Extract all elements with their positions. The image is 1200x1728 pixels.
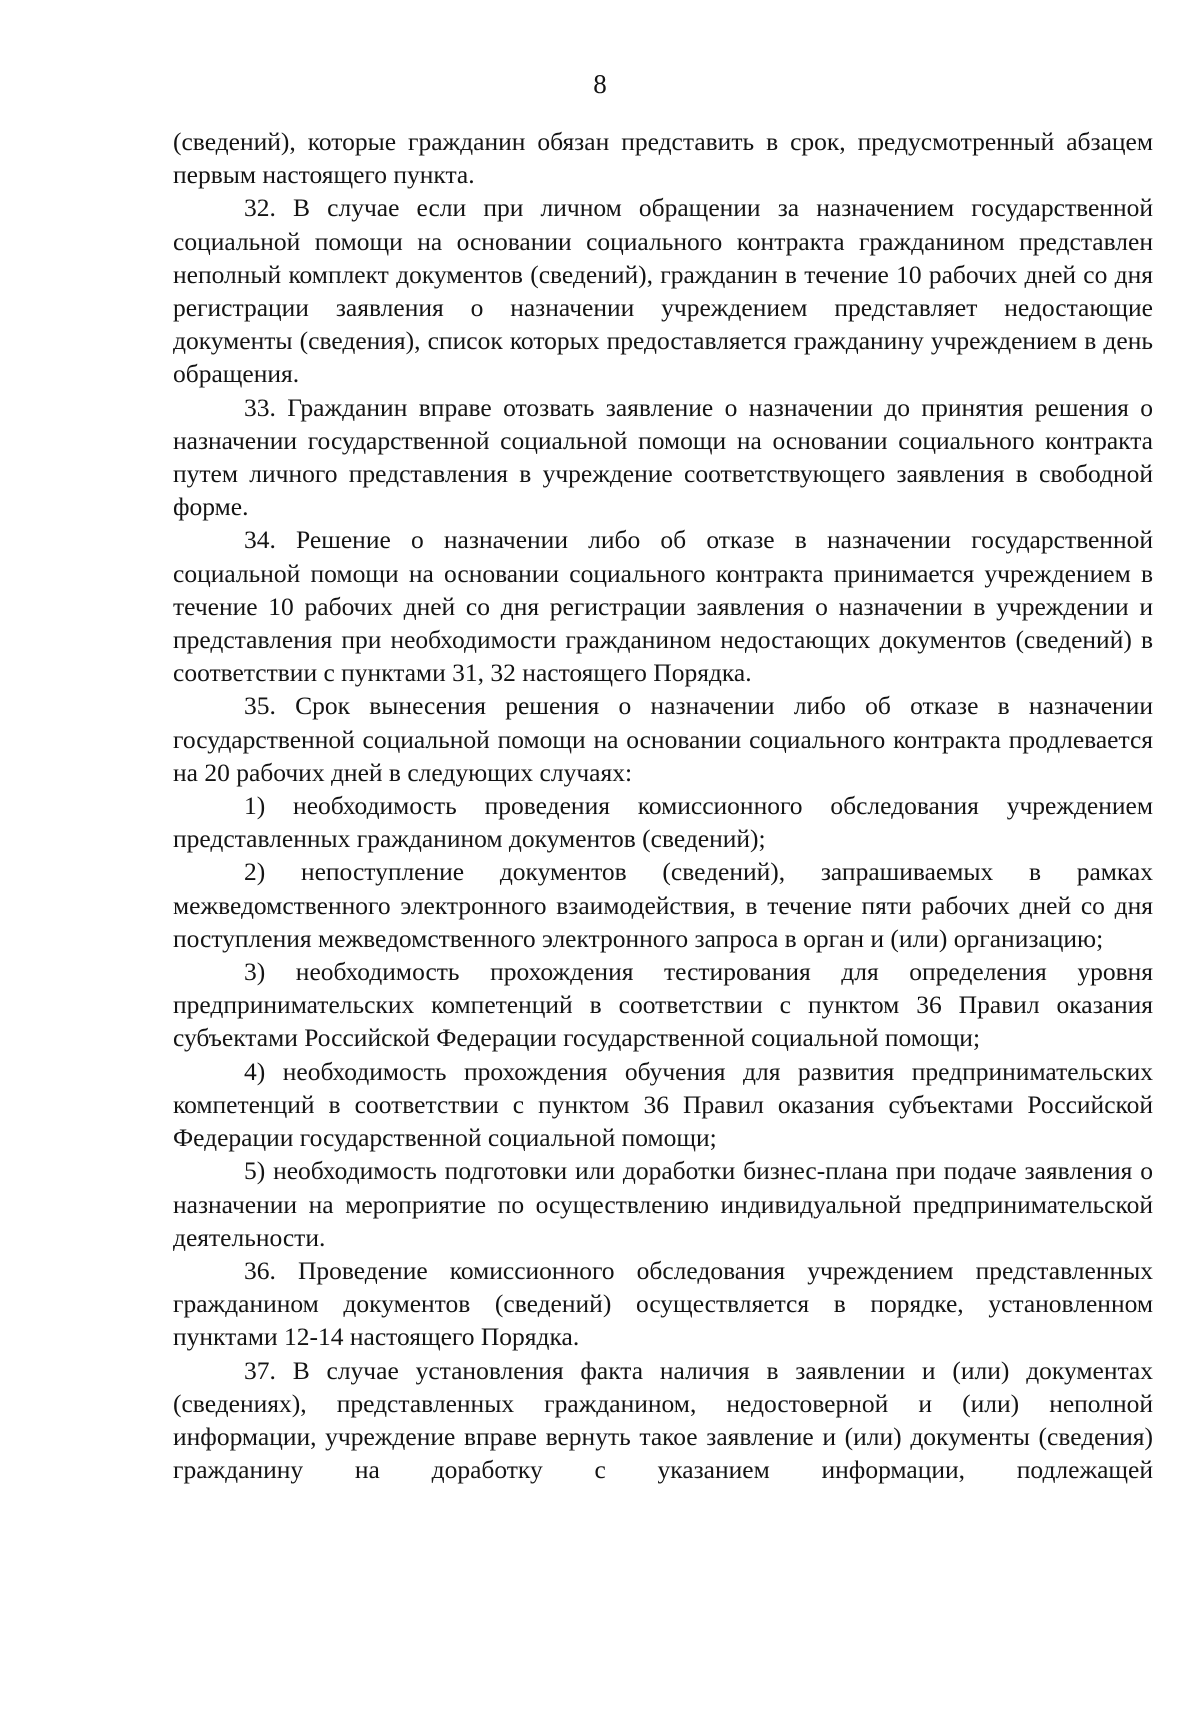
list-item-35-2: 2) непоступление документов (сведений), запрашиваемых в рамках межведомственного электронного взаимодействия, в течение пяти рабочих дней со дня поступления межведомственного электронного запроса в орган и (или) организацию;: [173, 857, 1153, 953]
document-body: [173, 125, 1153, 1486]
list-item-35-1: 1) необходимость проведения комиссионного обследования учреждением представленных гражданином документов (сведений);: [173, 791, 1153, 854]
paragraph-item-33: 33. Гражданин вправе отозвать заявление о назначении до принятия решения о назначении государственной социальной помощи на основании социального контракта путем личного представления в учреждение соответствующего заявления в свободной форме.: [173, 392, 1153, 522]
paragraph-continuation: (сведений), которые гражданин обязан представить в срок, предусмотренный абзацем первым настоящего пункта.: [173, 127, 1153, 190]
paragraph-item-35: 35. Срок вынесения решения о назначении либо об отказе в назначении государственной социальной помощи на основании социального контракта продлевается на 20 рабочих дней в следующих случаях:: [173, 691, 1153, 787]
paragraph-item-36: 36. Проведение комиссионного обследования учреждением представленных гражданином документов (сведений) осуществляется в порядке, установленном пунктами 12-14 настоящего Порядка.: [173, 1255, 1153, 1352]
paragraph-item-32: 32. В случае если при личном обращении за назначением государственной социальной помощи на основании социального контракта гражданином представлен неполный комплект документов (сведений), гражданин в течение 10 рабочих дней со дня регистрации заявления о назначении учреждением представляет недостающие документы (сведения), список которых предоставляется гражданину учреждением в день обращения.: [173, 193, 1153, 389]
list-item-35-3: 3) необходимость прохождения тестирования для определения уровня предпринимательских компетенций в соответствии с пунктом 36 Правил оказания субъектами Российской Федерации государственной социальной помощи;: [173, 957, 1153, 1053]
page-number: 8: [593, 69, 607, 99]
list-item-35-5: 5) необходимость подготовки или доработки бизнес-плана при подаче заявления о назначении на мероприятие по осуществлению индивидуальной предпринимательской деятельности.: [173, 1156, 1153, 1252]
list-item-35-4: 4) необходимость прохождения обучения для развития предпринимательских компетенций в соответствии с пунктом 36 Правил оказания субъектами Российской Федерации государственной социальной помощи;: [173, 1056, 1153, 1153]
paragraph-item-37: 37. В случае установления факта наличия в заявлении и (или) документах (сведениях), представленных гражданином, недостоверной и (или) неполной информации, учреждение вправе вернуть такое заявление и (или) документы (сведения) гражданину на доработку с указанием информации, подлежащей: [173, 1355, 1153, 1485]
paragraph-item-34: 34. Решение о назначении либо об отказе в назначении государственной социальной помощи на основании социального контракта принимается учреждением в течение 10 рабочих дней со дня регистрации заявления о назначении в учреждении и представления при необходимости гражданином недостающих документов (сведений) в соответствии с пунктами 31, 32 настоящего Порядка.: [173, 525, 1153, 688]
